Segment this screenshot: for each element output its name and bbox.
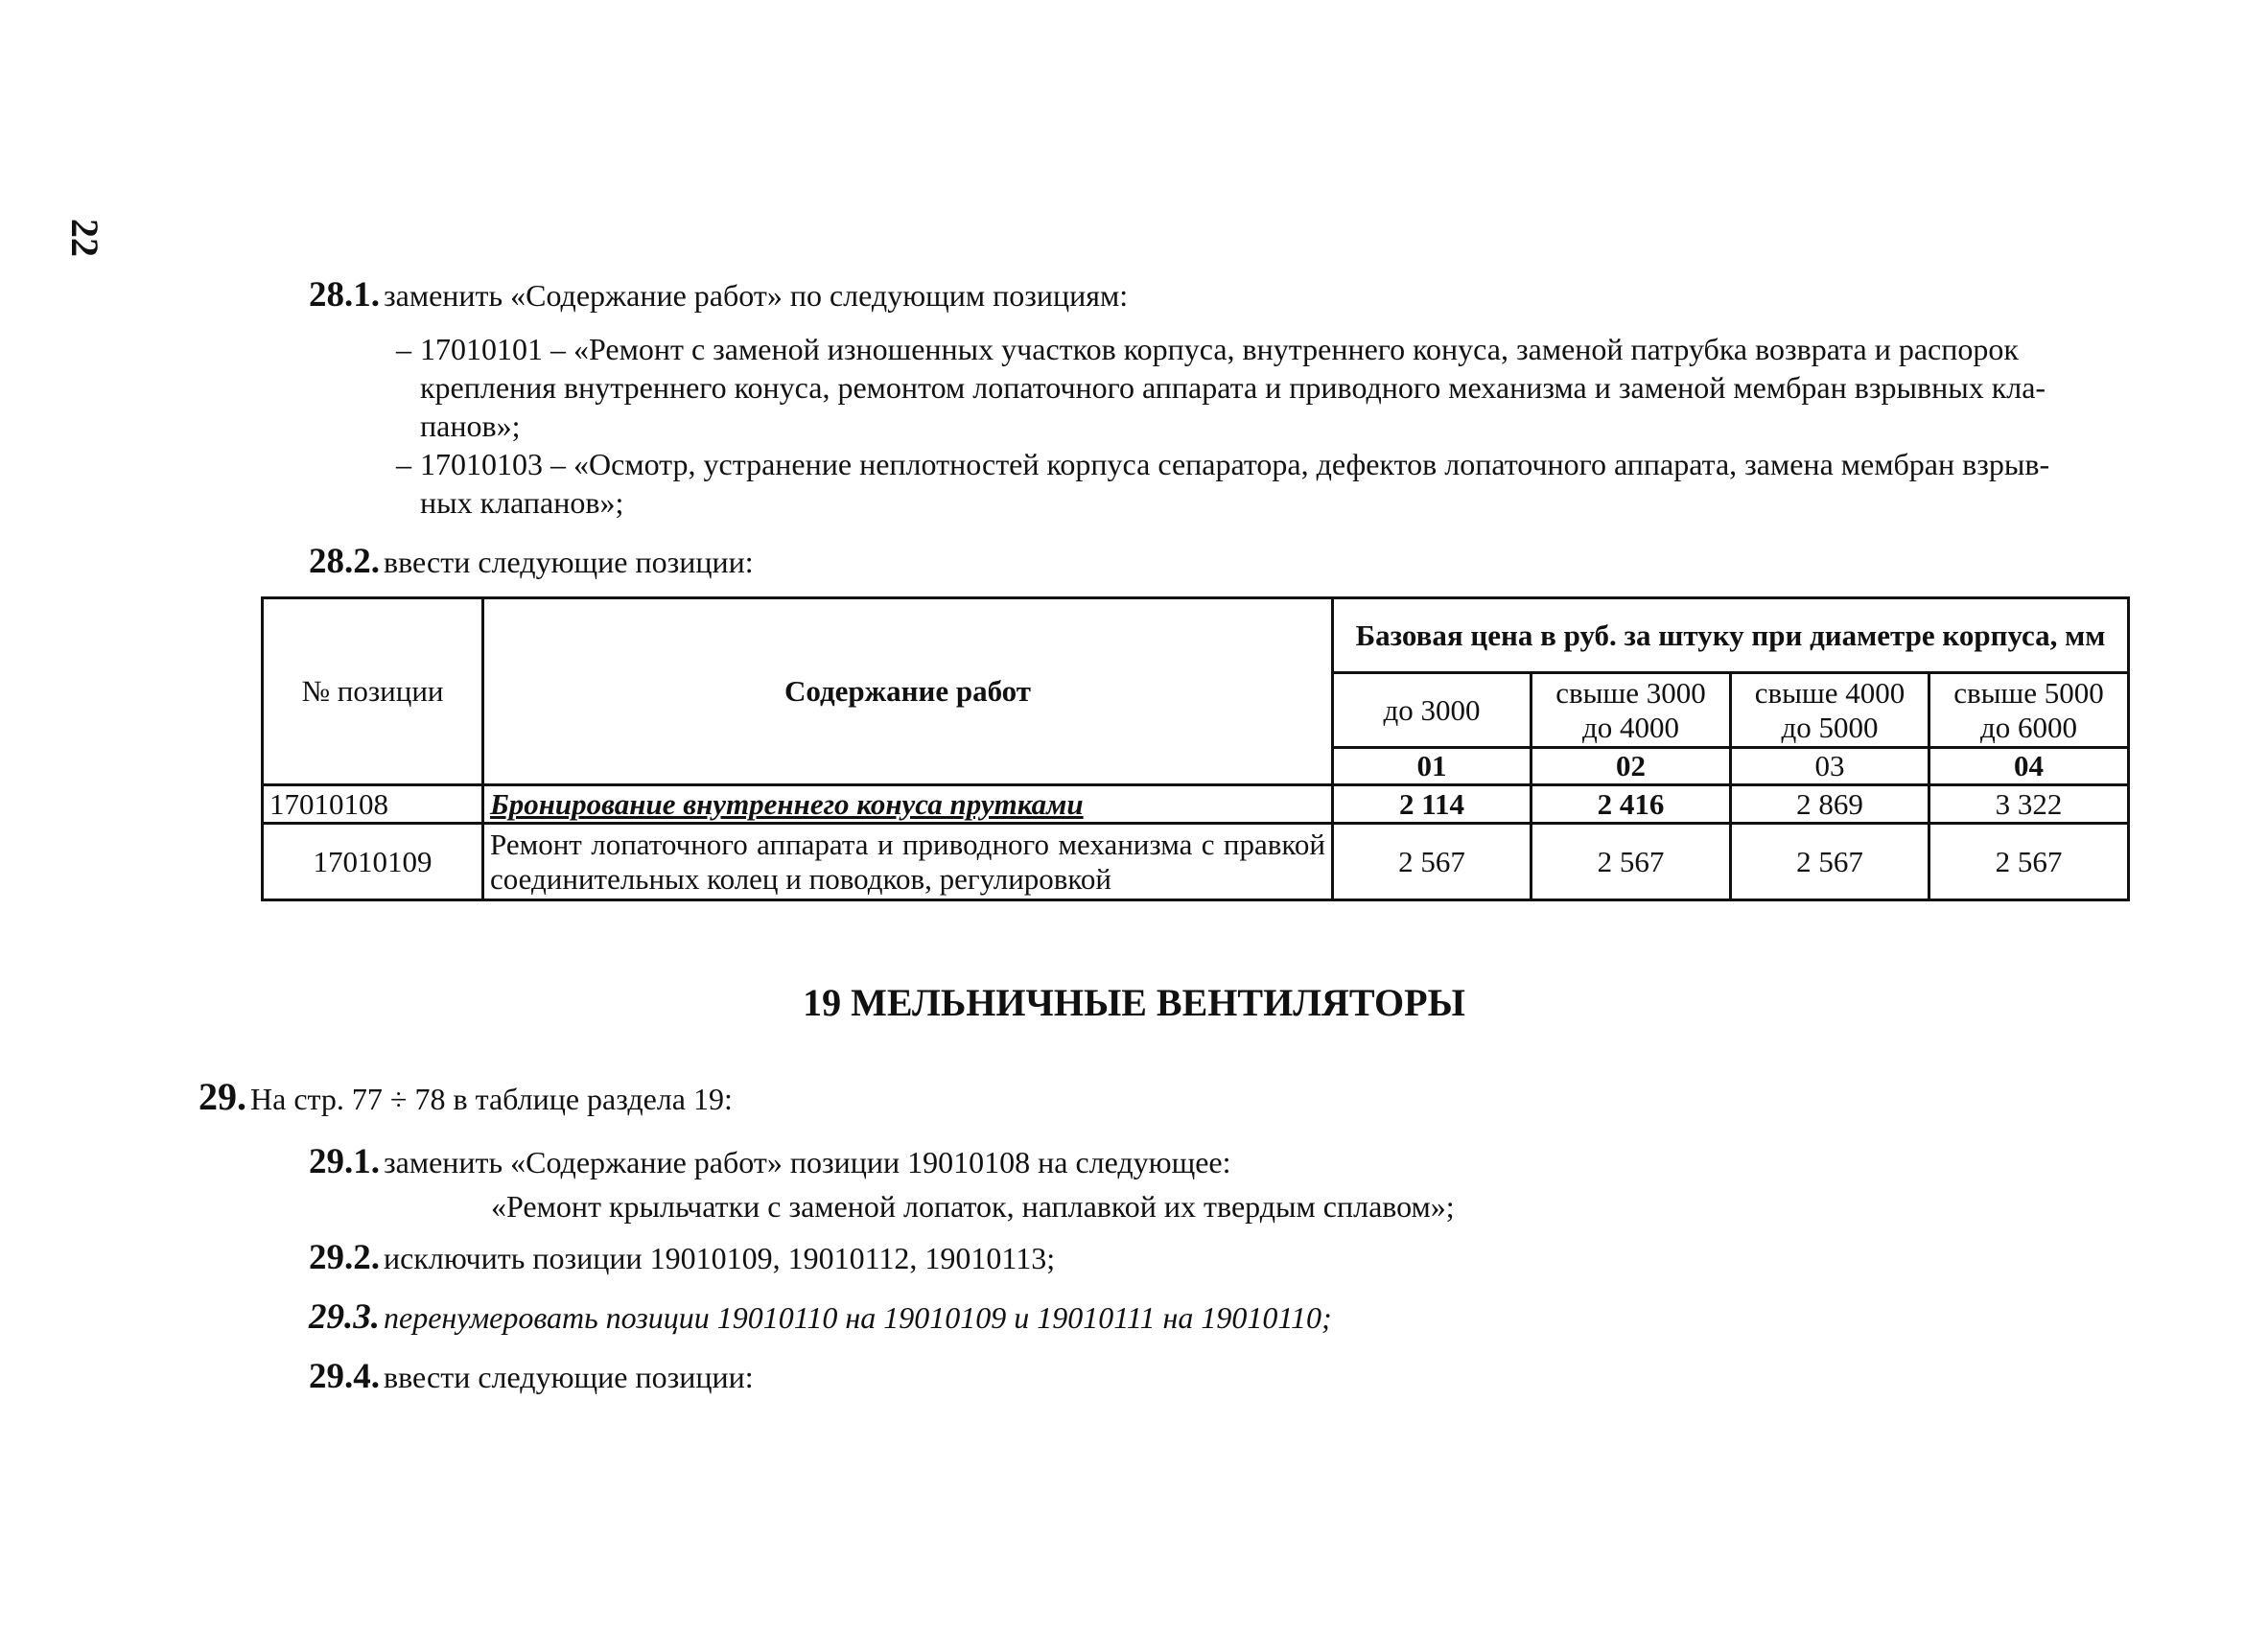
price-cell: 2 567 xyxy=(1531,824,1731,900)
price-cell: 2 416 xyxy=(1531,785,1731,824)
clause-text: заменить «Содержание работ» по следующим позициям: xyxy=(384,278,1129,313)
replacement-item-17010101 xyxy=(396,330,2146,445)
diameter-code: 03 xyxy=(1731,748,1929,785)
table-row xyxy=(263,785,2129,824)
price-table xyxy=(261,596,2130,901)
page-number: 22 xyxy=(63,219,106,257)
price-cell: 2 114 xyxy=(1333,785,1531,824)
clause-29 xyxy=(199,1074,733,1119)
item-line: 17010103 – «Осмотр, устранение неплотностей корпуса сепаратора, дефектов лопаточного аппарата, замена мембран взрыв- xyxy=(420,447,2050,481)
clause-29-1 xyxy=(309,1141,1231,1182)
clause-number: 29.2. xyxy=(309,1238,380,1277)
clause-text: заменить «Содержание работ» позиции 19010108 на следующее: xyxy=(384,1145,1231,1179)
clause-number: 28.1. xyxy=(309,275,380,315)
position-cell: 17010108 xyxy=(263,785,483,824)
clause-text: перенумеровать позиции 19010110 на 19010109 и 19010111 на 19010110; xyxy=(384,1300,1332,1335)
header-content: Содержание работ xyxy=(483,598,1333,785)
clause-number: 29.1. xyxy=(309,1142,380,1181)
item-line: ных клапанов»; xyxy=(420,485,624,520)
replacement-item-17010103 xyxy=(396,445,2146,522)
item-line: 17010101 – «Ремонт с заменой изношенных участков корпуса, внутреннего конуса, заменой патрубка возврата и распорок xyxy=(420,332,2019,366)
price-cell: 3 322 xyxy=(1929,785,2129,824)
clause-text: ввести следующие позиции: xyxy=(384,1360,754,1394)
clause-29-1-quote: «Ремонт крыльчатки с заменой лопаток, наплавкой их твердым сплавом»; xyxy=(491,1189,1455,1224)
price-cell: 2 869 xyxy=(1731,785,1929,824)
clause-text: На стр. 77 ÷ 78 в таблице раздела 19: xyxy=(250,1082,733,1116)
diameter-header: свыше 3000 до 4000 xyxy=(1531,673,1731,748)
position-cell: 17010109 xyxy=(263,824,483,900)
clause-number: 29. xyxy=(199,1075,246,1118)
item-line: крепления внутреннего конуса, ремонтом лопаточного аппарата и приводного механизма и заменой мембран взрывных кла- xyxy=(420,370,2046,405)
diameter-header: до 3000 xyxy=(1333,673,1531,748)
content-cell: Ремонт лопаточного аппарата и приводного механизма с правкой соединительных колец и поводков, регулировкой xyxy=(483,824,1333,900)
price-cell: 2 567 xyxy=(1929,824,2129,900)
price-cell: 2 567 xyxy=(1731,824,1929,900)
clause-29-4 xyxy=(309,1356,754,1397)
diameter-code: 01 xyxy=(1333,748,1531,785)
clause-number: 29.3. xyxy=(309,1297,380,1337)
clause-29-2 xyxy=(309,1237,1055,1278)
table-row xyxy=(263,824,2129,900)
clause-number: 28.2. xyxy=(309,542,380,581)
section-heading: 19 МЕЛЬНИЧНЫЕ ВЕНТИЛЯТОРЫ xyxy=(803,981,1465,1024)
header-position: № позиции xyxy=(263,598,483,785)
diameter-header: свыше 5000 до 6000 xyxy=(1929,673,2129,748)
diameter-code: 02 xyxy=(1531,748,1731,785)
header-price: Базовая цена в руб. за штуку при диаметре корпуса, мм xyxy=(1333,598,2129,673)
content-cell: Бронирование внутреннего конуса прутками xyxy=(483,785,1333,824)
clause-28-1 xyxy=(309,274,1128,315)
clause-text: исключить позиции 19010109, 19010112, 19010113; xyxy=(384,1241,1056,1275)
list-dash: – xyxy=(396,447,411,481)
diameter-header: свыше 4000 до 5000 xyxy=(1731,673,1929,748)
list-dash: – xyxy=(396,332,411,366)
table-header-row xyxy=(263,598,2129,673)
item-line: панов»; xyxy=(420,408,521,443)
clause-number: 29.4. xyxy=(309,1357,380,1396)
diameter-code: 04 xyxy=(1929,748,2129,785)
clause-text: ввести следующие позиции: xyxy=(384,545,754,579)
clause-29-3 xyxy=(309,1296,1332,1338)
price-cell: 2 567 xyxy=(1333,824,1531,900)
clause-28-2 xyxy=(309,541,754,582)
